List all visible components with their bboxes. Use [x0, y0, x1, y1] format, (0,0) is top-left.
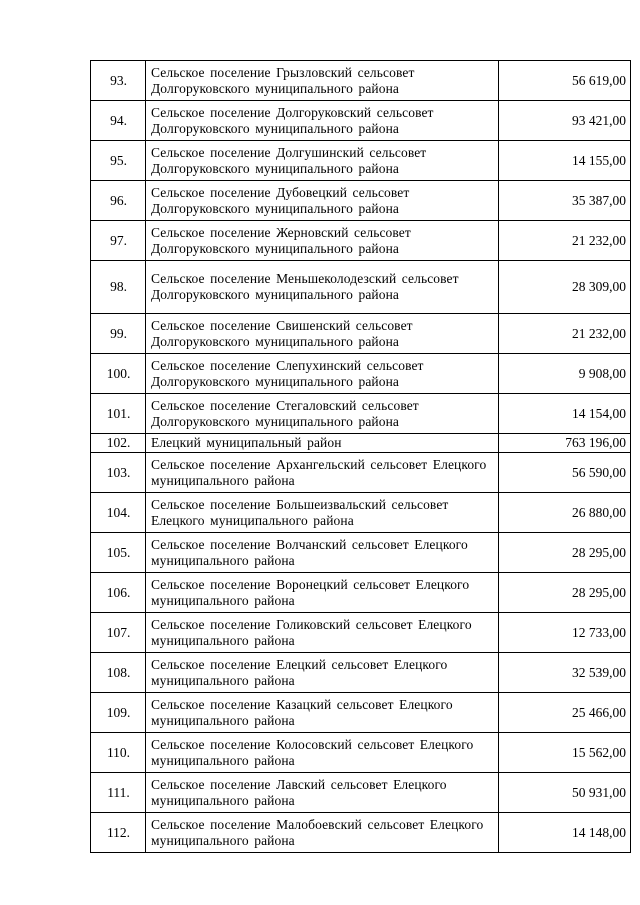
amount-cell: 21 232,00 [499, 221, 631, 261]
amount-cell: 14 148,00 [499, 813, 631, 853]
municipality-name-cell [146, 493, 499, 533]
amount-cell: 32 539,00 [499, 653, 631, 693]
municipality-name: Сельское поселение Казацкий сельсовет Елецкого муниципального района [151, 696, 453, 728]
row-number-cell: 94. [91, 101, 146, 141]
municipality-name: Сельское поселение Слепухинский сельсовет Долгоруковского муниципального района [151, 357, 424, 389]
municipality-name-cell [146, 314, 499, 354]
municipality-name: Сельское поселение Елецкий сельсовет Елецкого муниципального района [151, 656, 448, 688]
amount-cell: 12 733,00 [499, 613, 631, 653]
municipality-name-cell [146, 533, 499, 573]
amount-cell: 28 309,00 [499, 261, 631, 314]
amount-cell: 28 295,00 [499, 533, 631, 573]
amount-cell: 25 466,00 [499, 693, 631, 733]
municipality-name: Сельское поселение Воронецкий сельсовет Елецкого муниципального района [151, 576, 470, 608]
row-number-cell: 95. [91, 141, 146, 181]
row-number-cell: 97. [91, 221, 146, 261]
municipality-name: Сельское поселение Меньшеколодезский сельсовет Долгоруковского муниципального района [151, 271, 459, 302]
municipality-name-cell [146, 453, 499, 493]
table-row [91, 434, 631, 453]
table-row [91, 181, 631, 221]
row-number-cell: 107. [91, 613, 146, 653]
row-number-cell: 106. [91, 573, 146, 613]
municipality-name-cell [146, 653, 499, 693]
amount-cell: 9 908,00 [499, 354, 631, 394]
municipality-name: Сельское поселение Жерновский сельсовет Долгоруковского муниципального района [151, 224, 411, 256]
table-row [91, 773, 631, 813]
municipality-name-cell [146, 434, 499, 453]
amount-cell: 35 387,00 [499, 181, 631, 221]
table-row [91, 813, 631, 853]
table-row [91, 394, 631, 434]
municipality-name: Сельское поселение Лавский сельсовет Елецкого муниципального района [151, 776, 447, 808]
municipality-name-cell [146, 773, 499, 813]
table-row [91, 354, 631, 394]
municipality-name-cell [146, 813, 499, 853]
table-row [91, 141, 631, 181]
row-number-cell: 112. [91, 813, 146, 853]
row-number-cell: 109. [91, 693, 146, 733]
row-number-cell: 104. [91, 493, 146, 533]
amount-cell: 21 232,00 [499, 314, 631, 354]
amount-cell: 50 931,00 [499, 773, 631, 813]
municipality-name-cell [146, 141, 499, 181]
document-page [90, 60, 626, 853]
amount-cell: 26 880,00 [499, 493, 631, 533]
municipality-name: Сельское поселение Большеизвальский сельсовет Елецкого муниципального района [151, 496, 449, 528]
amount-cell: 15 562,00 [499, 733, 631, 773]
row-number-cell: 102. [91, 434, 146, 453]
municipality-name: Сельское поселение Архангельский сельсовет Елецкого муниципального района [151, 456, 487, 488]
table-row [91, 453, 631, 493]
municipality-name-cell [146, 733, 499, 773]
municipality-name-cell [146, 261, 499, 314]
municipality-name: Сельское поселение Грызловский сельсовет Долгоруковского муниципального района [151, 64, 415, 96]
row-number-cell: 108. [91, 653, 146, 693]
municipality-name: Сельское поселение Дубовецкий сельсовет Долгоруковского муниципального района [151, 184, 410, 216]
municipality-name: Сельское поселение Колосовский сельсовет Елецкого муниципального района [151, 736, 474, 768]
municipality-name: Елецкий муниципальный район [151, 435, 342, 450]
municipality-name-cell [146, 221, 499, 261]
table-row [91, 613, 631, 653]
table-row [91, 61, 631, 101]
table-row [91, 693, 631, 733]
amount-cell: 14 155,00 [499, 141, 631, 181]
row-number-cell: 110. [91, 733, 146, 773]
amount-cell: 28 295,00 [499, 573, 631, 613]
municipality-name: Сельское поселение Малобоевский сельсовет Елецкого муниципального района [151, 816, 484, 848]
municipality-name-cell [146, 693, 499, 733]
amount-cell: 56 619,00 [499, 61, 631, 101]
municipality-name-cell [146, 354, 499, 394]
row-number-cell: 99. [91, 314, 146, 354]
municipality-name: Сельское поселение Долгоруковский сельсовет Долгоруковского муниципального района [151, 104, 434, 136]
municipality-name-cell [146, 573, 499, 613]
table-row [91, 573, 631, 613]
amount-cell: 56 590,00 [499, 453, 631, 493]
municipality-name-cell [146, 181, 499, 221]
row-number-cell: 105. [91, 533, 146, 573]
table-row [91, 261, 631, 314]
row-number-cell: 93. [91, 61, 146, 101]
table-row [91, 101, 631, 141]
amount-cell: 14 154,00 [499, 394, 631, 434]
amount-cell: 93 421,00 [499, 101, 631, 141]
row-number-cell: 111. [91, 773, 146, 813]
row-number-cell: 100. [91, 354, 146, 394]
table-row [91, 314, 631, 354]
municipality-name: Сельское поселение Стегаловский сельсовет Долгоруковского муниципального района [151, 397, 419, 429]
allocation-table [90, 60, 631, 853]
municipality-name: Сельское поселение Свишенский сельсовет Долгоруковского муниципального района [151, 317, 413, 349]
municipality-name-cell [146, 61, 499, 101]
municipality-name-cell [146, 613, 499, 653]
table-row [91, 533, 631, 573]
municipality-name-cell [146, 394, 499, 434]
table-row [91, 733, 631, 773]
municipality-name: Сельское поселение Голиковский сельсовет Елецкого муниципального района [151, 616, 472, 648]
table-row [91, 493, 631, 533]
municipality-name: Сельское поселение Волчанский сельсовет Елецкого муниципального района [151, 536, 468, 568]
table-row [91, 221, 631, 261]
row-number-cell: 98. [91, 261, 146, 314]
row-number-cell: 103. [91, 453, 146, 493]
allocation-table-body [91, 61, 631, 853]
table-row [91, 653, 631, 693]
municipality-name: Сельское поселение Долгушинский сельсовет Долгоруковского муниципального района [151, 144, 427, 176]
municipality-name-cell [146, 101, 499, 141]
row-number-cell: 96. [91, 181, 146, 221]
amount-cell: 763 196,00 [499, 434, 631, 453]
row-number-cell: 101. [91, 394, 146, 434]
